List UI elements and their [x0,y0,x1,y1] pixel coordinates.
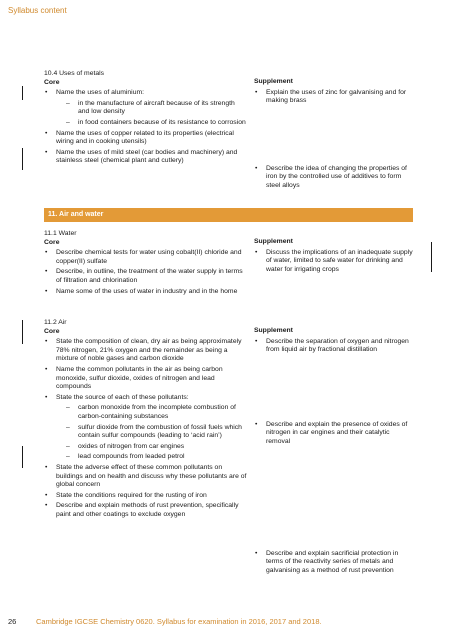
item-text: sulfur dioxide from the combustion of fossil fuels which contain sulfur compounds (leading to ‘acid rain’) [78,423,242,440]
item-text: Name the uses of mild steel (car bodies and machinery) and stainless steel (chemical plant and cutlery) [56,148,238,165]
core-list [44,249,247,296]
bullet-marker: • [255,549,258,557]
item-text: Discuss the implications of an inadequate supply of water, limited to safe water for drinking and water for irrigating crops [266,248,413,273]
core-list [44,89,247,166]
item-text: in food containers because of its resistance to corrosion [78,118,246,126]
list-item [44,502,247,519]
item-text: carbon monoxide from the incomplete combustion of carbon-containing substances [78,404,236,420]
subsection-heading: 10.4 Uses of metals [44,70,105,77]
margin-bar [22,86,23,100]
bullet-marker: • [45,491,48,499]
section-heading-band [44,208,413,222]
core-column [44,230,247,296]
dash-marker: – [66,423,70,431]
item-text: in the manufacture of aircraft because of its strength and low density [78,99,235,116]
supplement-label: Supplement [254,78,293,85]
sub-list-item [56,424,247,441]
item-text: State the conditions required for the rusting of iron [56,491,207,499]
item-text: State the adverse effect of these common pollutants on buildings and on health and discuss why these pollutants are of global concern [56,463,247,489]
dash-marker: – [66,442,70,450]
item-text: Describe the idea of changing the properties of iron by the controlled use of additives to form steel alloys [266,164,407,189]
item-text: Describe the separation of oxygen and nitrogen from liquid air by fractional distillation [266,337,409,354]
item-text: Explain the uses of zinc for galvanising and for making brass [266,88,407,105]
item-text: Describe and explain sacrificial protection in terms of the reactivity series of metals and galvanising as a method of rust prevention [266,549,399,574]
list-item [44,492,247,501]
bullet-marker: • [255,337,258,345]
margin-bar [22,320,23,344]
dash-marker: – [66,99,70,107]
item-text: Name some of the uses of water in industry and in the home [56,287,238,295]
subsection-heading: 11.2 Air [44,319,67,326]
item-text: Describe and explain the presence of oxides of nitrogen in car engines and their catalytic removal [266,420,408,445]
bullet-marker: • [255,248,258,256]
item-text: oxides of nitrogen from car engines [78,442,185,450]
bullet-marker: • [45,287,48,295]
bullet-marker: • [45,338,48,346]
core-label: Core [44,238,60,246]
bullet-marker: • [45,393,48,401]
list-item [44,464,247,490]
supplement-column [254,78,414,191]
item-text: State the composition of clean, dry air as being approximately 78% nitrogen, 21% oxygen and the remainder as being a mixture of noble gases and carbon dioxide [56,338,242,363]
bullet-marker: • [45,249,48,257]
bullet-marker: • [255,420,258,428]
bullet-marker: • [45,129,48,137]
list-item [44,149,247,166]
sub-list-item [56,119,247,128]
list-item [254,550,414,576]
supplement-label: Supplement [254,327,293,334]
sub-list [56,404,247,462]
item-text: Describe, in outline, the treatment of the water supply in terms of filtration and chlorination [56,268,243,284]
margin-bar [431,242,432,272]
bullet-marker: • [45,463,48,471]
supplement-list [254,89,414,191]
section-title: 11. Air and water [48,211,104,218]
item-text: Name the uses of copper related to its properties (electrical wiring and in cooking utensils) [56,129,234,146]
item-text: Name the common pollutants in the air as being carbon monoxide, sulfur dioxide, oxides of nitrogen and lead compounds [56,365,223,391]
supplement-label: Supplement [254,238,293,245]
list-item [44,89,247,127]
sub-list-item [56,443,247,452]
list-item [44,288,247,297]
sub-list-item [56,100,247,117]
list-item [44,394,247,462]
list-item [44,249,247,266]
dash-marker: – [66,404,70,412]
supplement-list [254,338,414,576]
list-item [254,165,414,191]
page-number: 26 [8,617,17,626]
item-text: State the source of each of these pollutants: [56,393,189,401]
list-item [44,338,247,364]
list-item [254,421,414,447]
bullet-marker: • [45,148,48,156]
footer-text: Cambridge IGCSE Chemistry 0620. Syllabus for examination in 2016, 2017 and 2018. [36,617,322,626]
item-text: lead compounds from leaded petrol [78,453,185,461]
list-item [44,366,247,392]
item-text: Describe chemical tests for water using cobalt(II) chloride and copper(II) sulfate [56,249,242,265]
item-text: Name the uses of aluminium: [56,89,145,97]
core-column [44,70,247,166]
item-text: Describe and explain methods of rust prevention, specifically paint and other coatings to exclude oxygen [56,502,239,518]
core-label: Core [44,327,60,335]
bullet-marker: • [45,89,48,97]
margin-bar [22,446,23,468]
core-label: Core [44,78,60,86]
margin-bar [22,148,23,170]
sub-list-item [56,404,247,421]
bullet-marker: • [45,365,48,373]
supplement-list [254,249,414,275]
list-item [254,249,414,275]
list-item [44,268,247,285]
list-item [44,130,247,147]
dash-marker: – [66,453,70,461]
dash-marker: – [66,118,70,126]
subsection-heading: 11.1 Water [44,230,77,237]
core-column [44,319,247,519]
sub-list-item [56,453,247,462]
bullet-marker: • [255,164,258,172]
bullet-marker: • [45,502,48,510]
supplement-column [254,238,414,274]
bullet-marker: • [45,268,48,276]
list-item [254,338,414,355]
core-list [44,338,247,519]
sub-list [56,100,247,128]
supplement-column [254,327,414,575]
bullet-marker: • [255,88,258,96]
running-header: Syllabus content [8,6,67,15]
list-item [254,89,414,106]
